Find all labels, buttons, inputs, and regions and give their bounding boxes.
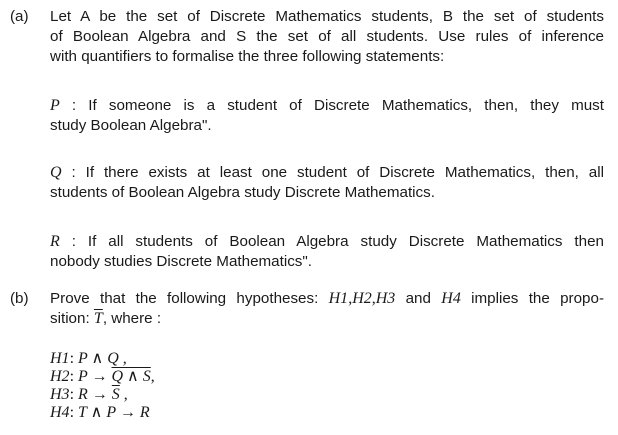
hypotheses-list <box>50 350 155 422</box>
statement-line: If someone is a student of Discrete Mathematics, then, they must <box>88 97 604 114</box>
part-b-text: Prove that the following hypotheses: H1,H2,H3 and H4 implies the propo- sition: $\overline{T}$, where : <box>50 290 605 327</box>
hypothesis-h4: H4: T ∧ P → R <box>50 404 150 421</box>
statement-r-text: R : If all students of Boolean Algebra study Discrete Mathematics then nobody studies Discrete Mathematics". <box>50 233 604 270</box>
statement-line: students of Boolean Algebra study Discrete Mathematics. <box>50 184 435 201</box>
statement-line: If there exists at least one student of Discrete Mathematics, then, all <box>85 164 604 181</box>
t-bar: $\overline{T}$ <box>93 310 103 327</box>
intro-line: of Boolean Algebra and S the set of all students. Use rules of inference <box>50 28 604 45</box>
hypothesis-h1: H1: P ∧ Q , <box>50 350 127 367</box>
statement-symbol: P <box>50 97 60 114</box>
statement-line: nobody studies Discrete Mathematics". <box>50 253 313 270</box>
statement-symbol: Q <box>50 164 62 181</box>
part-a-label: (a) <box>10 8 29 25</box>
part-b-label: (b) <box>10 290 29 307</box>
statement-symbol: R <box>50 233 60 250</box>
statement-q-text: Q : If there exists at least one student of Discrete Mathematics, then, all students of Boolean Algebra study Discrete Mathematics. <box>50 164 604 201</box>
statement-line: study Boolean Algebra". <box>50 117 212 134</box>
hypothesis-h2: H2: P → Q ∧ S, <box>50 368 155 385</box>
part-a-intro <box>50 7 604 67</box>
intro-line: with quantifiers to formalise the three following statements: <box>50 48 445 65</box>
statement-line: If all students of Boolean Algebra study Discrete Mathematics then <box>87 233 604 250</box>
intro-line: Let A be the set of Discrete Mathematics students, B the set of students <box>50 8 604 25</box>
hypothesis-h3: H3: $R \to \overline{S}$ , <box>50 386 128 403</box>
statement-p-text: P : If someone is a student of Discrete Mathematics, then, they must study Boolean Algebra". <box>50 97 604 134</box>
